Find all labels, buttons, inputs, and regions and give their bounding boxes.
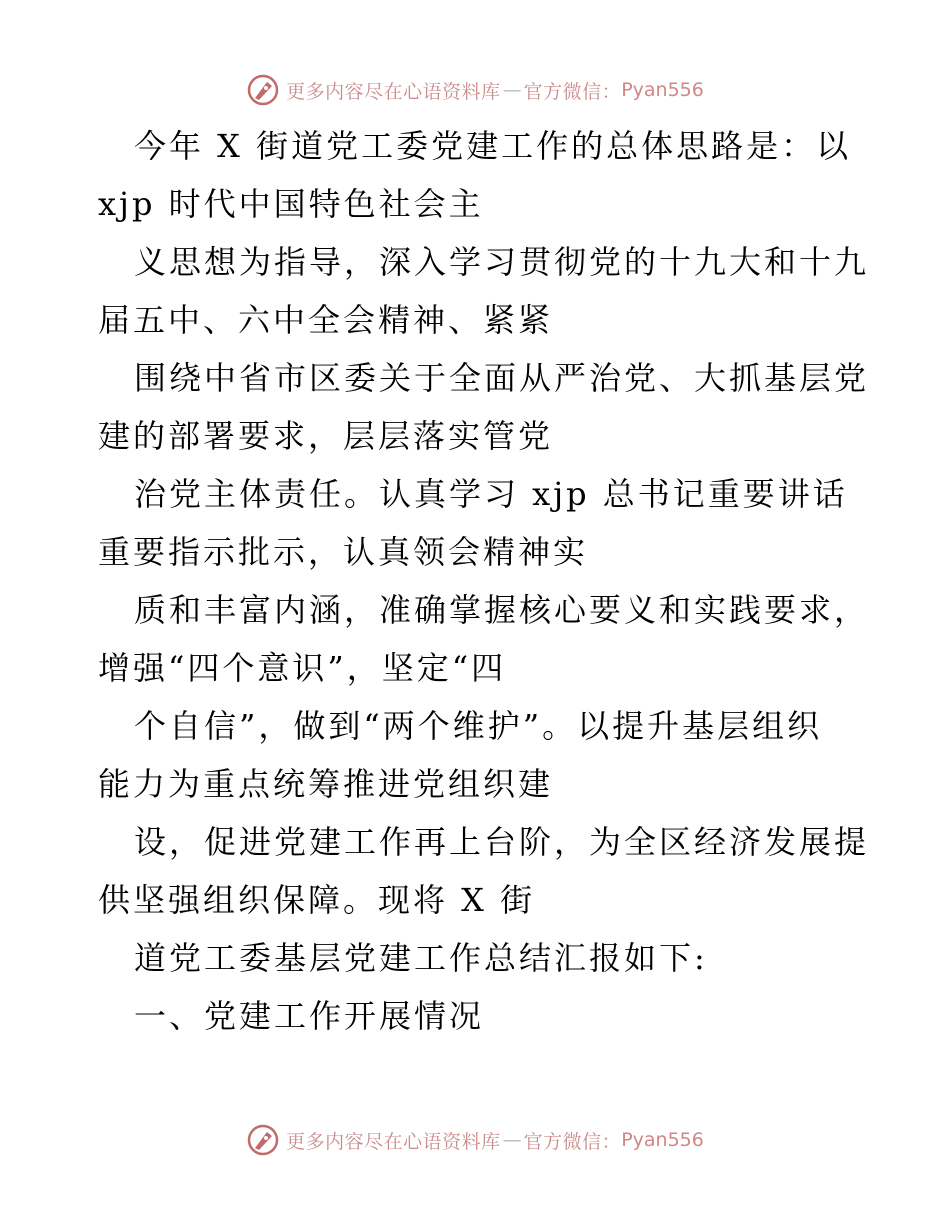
paragraph-line: 个自信”，做到“两个维护”。以提升基层组织 (134, 707, 823, 745)
paragraph-line: 今年 X 街道党工委党建工作的总体思路是：以 (134, 127, 852, 165)
paragraph-line: 届五中、六中全会精神、紧紧 (98, 301, 554, 339)
paragraph-line: xjp 时代中国特色社会主 (98, 185, 484, 223)
footer-watermark (0, 1120, 950, 1160)
watermark-account: Pyan556 (621, 1129, 704, 1151)
paragraph-line: 建的部署要求，层层落实管党 (98, 417, 554, 455)
header-watermark (0, 70, 950, 110)
paragraph-line: 供坚强组织保障。现将 X 街 (98, 881, 536, 919)
paragraph-line: 增强“四个意识”，坚定“四 (98, 649, 507, 687)
paragraph-line: 质和丰富内涵，准确掌握核心要义和实践要求， (134, 591, 870, 629)
watermark-label: 官方微信： (523, 80, 622, 103)
pen-nib-icon (246, 73, 280, 107)
paragraph-line: 设，促进党建工作再上台阶，为全区经济发展提 (134, 823, 870, 861)
paragraph-line: 重要指示批示，认真领会精神实 (98, 533, 589, 571)
paragraph-line: 围绕中省市区委关于全面从严治党、大抓基层党 (134, 359, 870, 397)
section-heading: 一、党建工作开展情况 (134, 997, 485, 1035)
pen-nib-icon (246, 1123, 280, 1157)
watermark-brand: 更多内容尽在心语资料库 (286, 1130, 501, 1153)
paragraph-line: 道党工委基层党建工作总结汇报如下: (134, 939, 708, 977)
paragraph-line: 治党主体责任。认真学习 xjp 总书记重要讲话 (134, 475, 848, 513)
watermark-account: Pyan556 (621, 79, 704, 101)
watermark-label: 官方微信： (523, 1130, 622, 1153)
watermark-separator: — (502, 1129, 522, 1151)
watermark-separator: — (502, 79, 522, 101)
paragraph-line: 义思想为指导，深入学习贯彻党的十九大和十九 (134, 243, 870, 281)
paragraph-line: 能力为重点统筹推进党组织建 (98, 765, 554, 803)
watermark-brand: 更多内容尽在心语资料库 (286, 80, 501, 103)
